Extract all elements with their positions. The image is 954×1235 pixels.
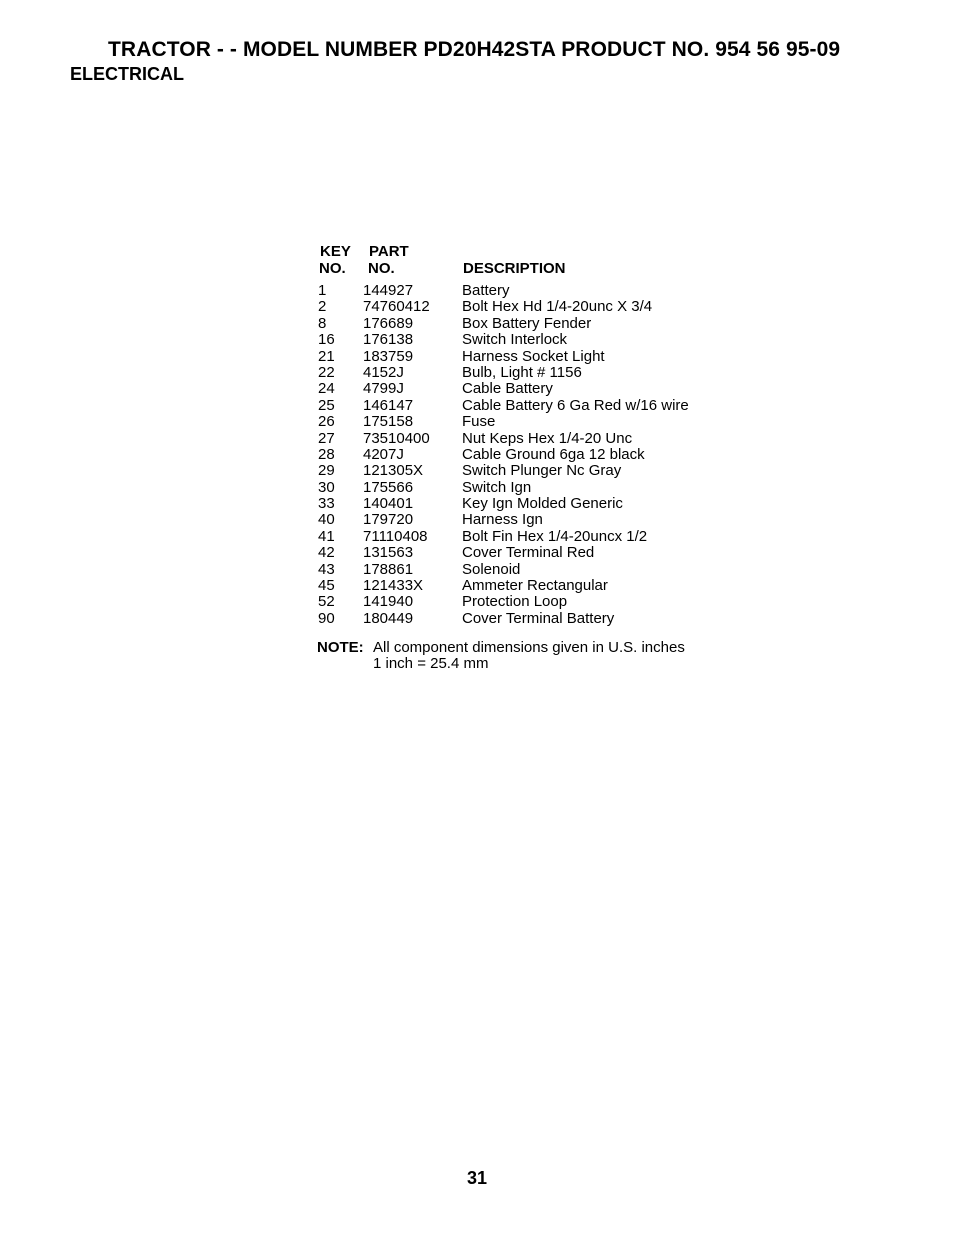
part-header-line1: PART: [369, 243, 409, 260]
key-no-cell: 40: [318, 511, 335, 529]
key-no-cell: 8: [318, 314, 327, 332]
table-row: [318, 299, 738, 315]
key-no-cell: 90: [318, 609, 335, 627]
part-no-cell: 180449: [363, 609, 414, 627]
table-row: [318, 332, 738, 348]
table-row: [318, 349, 738, 365]
table-row: [318, 578, 738, 594]
description-cell: Cable Battery: [462, 380, 553, 398]
key-no-cell: 24: [318, 380, 335, 398]
part-no-cell: 175158: [363, 413, 414, 431]
parts-rows: [318, 283, 738, 627]
part-no-cell: 71110408: [363, 527, 428, 545]
table-row: [318, 414, 738, 430]
part-no-cell: 121305X: [363, 462, 424, 480]
key-no-cell: 1: [318, 282, 327, 299]
table-row: [318, 398, 738, 414]
key-no-cell: 22: [318, 363, 335, 381]
page-number: 31: [466, 1168, 488, 1188]
table-row: [318, 545, 738, 561]
part-no-cell: 175566: [363, 478, 414, 496]
part-no-cell: 73510400: [363, 429, 430, 447]
part-no-cell: 178861: [363, 560, 414, 578]
description-cell: Harness Ign: [462, 511, 543, 529]
description-header: DESCRIPTION: [463, 260, 566, 277]
description-cell: Switch Interlock: [462, 331, 568, 349]
key-header-line2: NO.: [319, 260, 346, 277]
note-label: NOTE:: [317, 639, 364, 656]
part-no-cell: 183759: [363, 347, 414, 365]
section-heading: ELECTRICAL: [70, 64, 184, 84]
part-no-cell: 176689: [363, 314, 414, 332]
table-row: [318, 365, 738, 381]
description-cell: Battery: [462, 282, 510, 299]
part-no-cell: 179720: [363, 511, 414, 529]
key-no-cell: 16: [318, 331, 335, 349]
key-no-cell: 2: [318, 298, 327, 316]
table-row: [318, 529, 738, 545]
description-cell: Cable Ground 6ga 12 black: [462, 445, 645, 463]
description-cell: Cover Terminal Red: [462, 544, 595, 562]
table-row: [318, 611, 738, 627]
part-no-cell: 141940: [363, 593, 414, 611]
table-row: [318, 283, 738, 299]
note-text-line2: 1 inch = 25.4 mm: [373, 655, 489, 672]
description-cell: Ammeter Rectangular: [462, 577, 608, 595]
description-cell: Nut Keps Hex 1/4-20 Unc: [462, 429, 633, 447]
table-row: [318, 431, 738, 447]
key-no-cell: 21: [318, 347, 335, 365]
part-no-cell: 74760412: [363, 298, 430, 316]
key-no-cell: 42: [318, 544, 335, 562]
description-cell: Box Battery Fender: [462, 314, 592, 332]
description-cell: Solenoid: [462, 560, 521, 578]
description-cell: Cover Terminal Battery: [462, 609, 615, 627]
key-no-cell: 26: [318, 413, 335, 431]
key-no-cell: 30: [318, 478, 335, 496]
key-no-cell: 43: [318, 560, 335, 578]
description-cell: Switch Ign: [462, 478, 532, 496]
part-no-cell: 131563: [363, 544, 414, 562]
table-row: [318, 512, 738, 528]
key-no-cell: 27: [318, 429, 335, 447]
table-row: [318, 381, 738, 397]
note-text-line1: All component dimensions given in U.S. inches: [373, 639, 685, 656]
table-row: [318, 480, 738, 496]
table-row: [318, 447, 738, 463]
description-cell: Harness Socket Light: [462, 347, 605, 365]
key-no-cell: 28: [318, 445, 335, 463]
part-no-cell: 146147: [363, 396, 414, 414]
key-no-cell: 41: [318, 527, 335, 545]
table-row: [318, 562, 738, 578]
part-no-cell: 140401: [363, 495, 414, 513]
description-cell: Bulb, Light # 1156: [462, 363, 582, 381]
table-row: [318, 316, 738, 332]
description-cell: Key Ign Molded Generic: [462, 495, 623, 513]
description-cell: Fuse: [462, 413, 496, 431]
key-no-cell: 33: [318, 495, 335, 513]
description-cell: Switch Plunger Nc Gray: [462, 462, 622, 480]
table-row: [318, 463, 738, 479]
description-cell: Bolt Hex Hd 1/4-20unc X 3/4: [462, 298, 653, 316]
description-cell: Protection Loop: [462, 593, 568, 611]
part-no-cell: 121433X: [363, 577, 424, 595]
description-cell: Bolt Fin Hex 1/4-20uncx 1/2: [462, 527, 648, 545]
key-no-cell: 52: [318, 593, 335, 611]
table-row: [318, 496, 738, 512]
description-cell: Cable Battery 6 Ga Red w/16 wire: [462, 396, 689, 414]
part-no-cell: 176138: [363, 331, 414, 349]
key-no-cell: 45: [318, 577, 335, 595]
part-no-cell: 4207J: [363, 445, 404, 463]
part-header-line2: NO.: [368, 260, 395, 277]
key-no-cell: 29: [318, 462, 335, 480]
part-no-cell: 4799J: [363, 380, 404, 398]
part-no-cell: 4152J: [363, 363, 404, 381]
page-title: TRACTOR - - MODEL NUMBER PD20H42STA PRODUCT NO. 954 56 95-09: [108, 38, 841, 61]
table-row: [318, 594, 738, 610]
key-no-cell: 25: [318, 396, 335, 414]
key-header-line1: KEY: [320, 243, 351, 260]
part-no-cell: 144927: [363, 282, 414, 299]
